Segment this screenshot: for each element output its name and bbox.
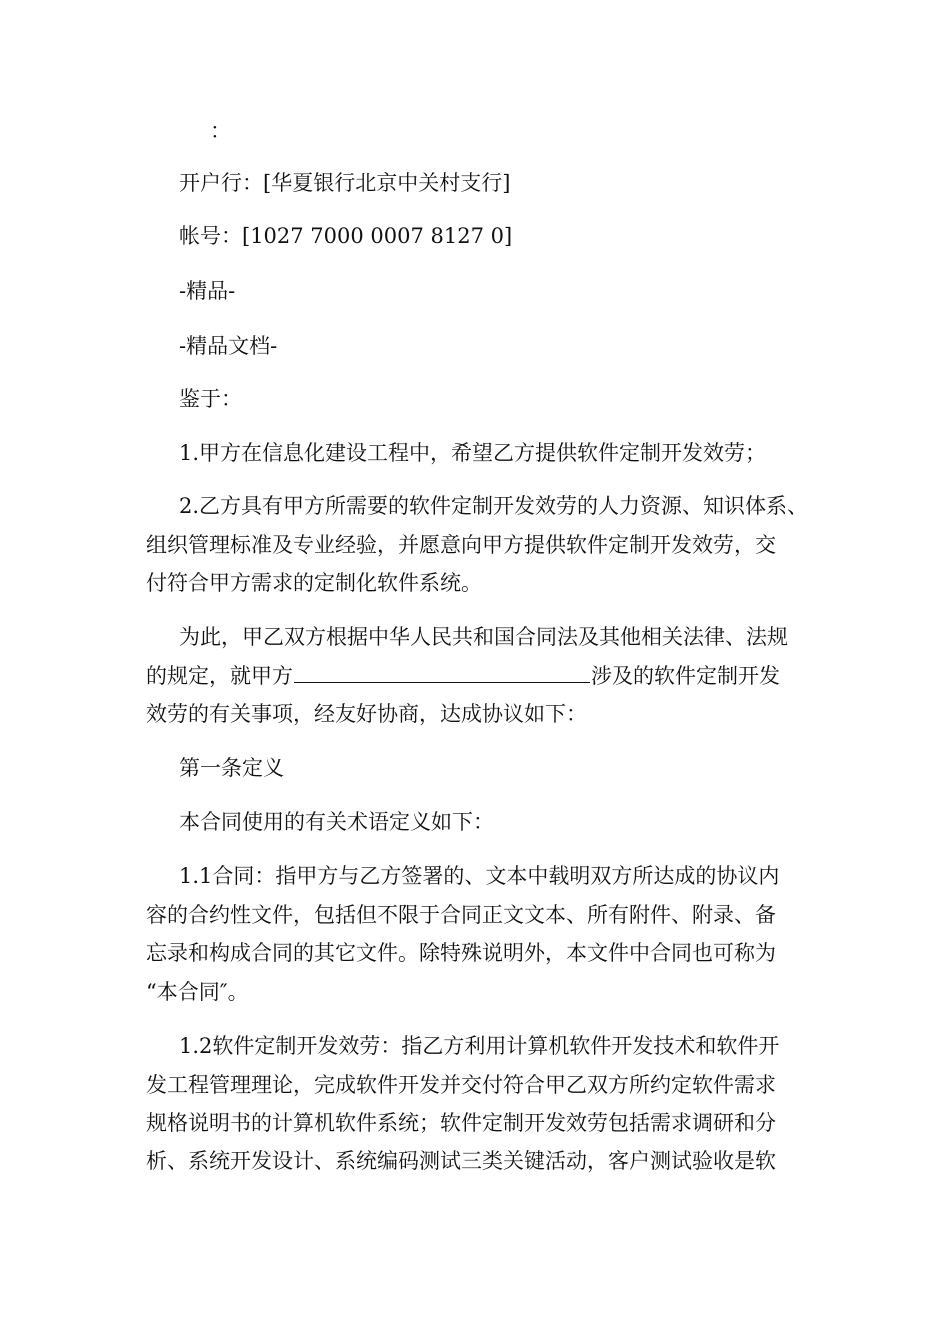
recital-item-1: 1.甲方在信息化建设工程中，希望乙方提供软件定制开发效劳； <box>179 441 767 465</box>
recital-para-3-line-1: 为此，甲乙双方根据中华人民共和国合同法及其他相关法律、法规 <box>179 625 788 649</box>
recital-item-2-line-3: 付符合甲方需求的定制化软件系统。 <box>146 571 482 595</box>
article-1-title: 第一条定义 <box>179 756 284 780</box>
definition-1-2-line-2: 发工程管理理论，完成软件开发并交付符合甲乙双方所约定软件需求 <box>146 1073 776 1097</box>
definition-1-1-line-2: 容的合约性文件，包括但不限于合同正文文本、所有附件、附录、备 <box>146 903 776 927</box>
definition-1-2-line-1: 1.2软件定制开发效劳：指乙方利用计算机软件开发技术和软件开 <box>179 1034 780 1058</box>
definition-1-1-line-1: 1.1合同：指甲方与乙方签署的、文本中载明双方所达成的协议内 <box>179 864 780 888</box>
definition-1-2-line-3: 规格说明书的计算机软件系统；软件定制开发效劳包括需求调研和分 <box>146 1111 776 1135</box>
recital-para-3-before-blank: 的规定，就甲方 <box>146 664 293 688</box>
watermark-jingpin: -精品- <box>179 279 236 303</box>
recital-item-2-line-2: 组织管理标准及专业经验，并愿意向甲方提供软件定制开发效劳，交 <box>146 533 776 557</box>
article-1-intro: 本合同使用的有关术语定义如下： <box>179 810 494 834</box>
leading-colon: ： <box>210 119 231 143</box>
definition-1-1-line-4: “本合同″。 <box>146 980 249 1004</box>
recital-para-3-line-3: 效劳的有关事项，经友好协商，达成协议如下： <box>146 702 587 726</box>
fill-in-blank <box>294 662 590 683</box>
account-number-line: 帐号：[1027 7000 0007 8127 0] <box>179 224 513 248</box>
bank-name-line: 开户行：[华夏银行北京中关村支行] <box>179 171 511 195</box>
definition-1-1-line-3: 忘录和构成合同的其它文件。除特殊说明外，本文件中合同也可称为 <box>146 941 776 965</box>
recital-para-3-line-2 <box>146 662 780 688</box>
recital-para-3-after-blank: 涉及的软件定制开发 <box>591 664 780 688</box>
recital-item-2-line-1: 2.乙方具有甲方所需要的软件定制开发效劳的人力资源、知识体系、 <box>179 494 809 518</box>
definition-1-2-line-4: 析、系统开发设计、系统编码测试三类关键活动，客户测试验收是软 <box>146 1149 776 1173</box>
recitals-heading: 鉴于： <box>179 387 242 411</box>
watermark-jingpin-doc: -精品文档- <box>179 334 278 358</box>
